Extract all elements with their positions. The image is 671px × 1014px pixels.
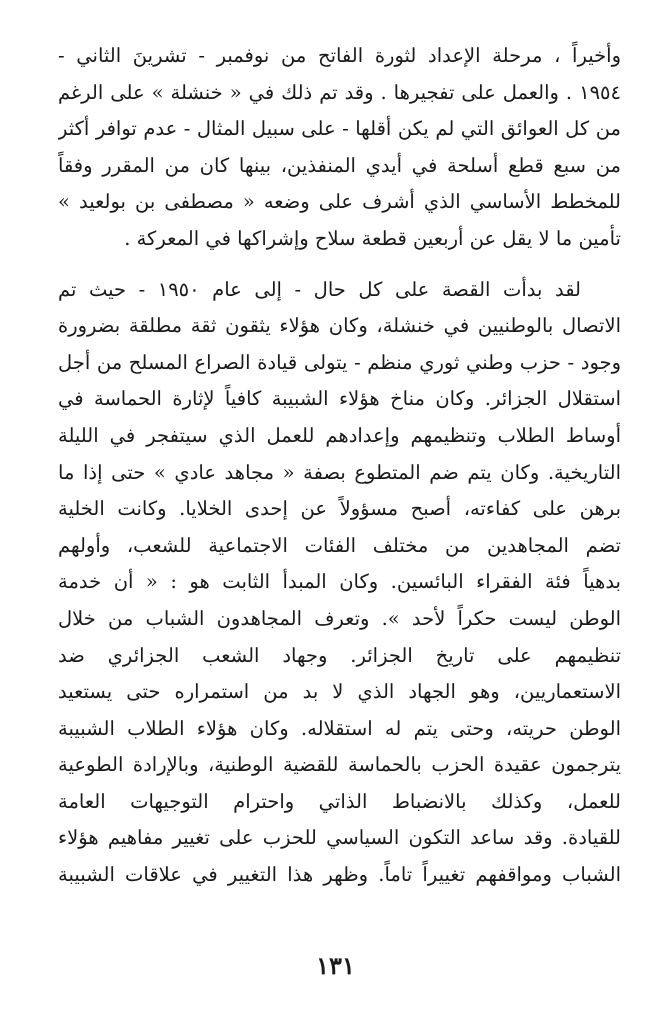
text-line: الوطن حريته، وحتى يتم له استقلاله. وكان هؤلاء الطلاب الشبيبة (58, 716, 621, 740)
text-line: بدهياً فئة الفقراء البائسين. وكان المبدأ الثابت هو : « أن خدمة (58, 570, 621, 594)
page-body (58, 38, 621, 894)
text-line: لقد بدأت القصة على كل حال - إلى عام ١٩٥٠ - حيث تم (58, 277, 581, 301)
text-line: تضم المجاهدين من مختلف الفئات الاجتماعية للشعب، وأولهم (58, 533, 621, 557)
text-line: الوطن ليست حكراً لأحد ». وتعرف المجاهدون الشباب من خلال (58, 606, 621, 630)
text-line: من سبع قطع أسلحة في أيدي المنفذين، بينها كان من المقرر وفقاً (58, 153, 621, 177)
text-line: يترجمون عقيدة الحزب بالحماسة للقضية الوطنية، وبالإرادة الطوعية (58, 753, 621, 777)
text-line: أوساط الطلاب وتنظيمهم وإعدادهم للعمل الذي سيتفجر في الليلة (58, 423, 621, 447)
text-line: للقيادة. وقد ساعد التكون السياسي للحزب على تغيير مفاهيم هؤلاء (58, 826, 621, 850)
text-line: الاستعماريين، وهو الجهاد الذي لا بد من استمراره حتى يستعيد (58, 680, 621, 704)
text-line: للمخطط الأساسي الذي أشرف على وضعه « مصطفى بن بولعيد » (58, 190, 621, 214)
text-line: ١٩٥٤ . والعمل على تفجيرها . وقد تم ذلك في « خنشلة » على الرغم (58, 80, 621, 104)
text-line: تأمين ما لا يقل عن أربعين قطعة سلاح وإشراكها في المعركة . (124, 226, 621, 250)
text-line: من كل العوائق التي لم يكن أقلها - على سبيل المثال - عدم توافر أكثر (58, 117, 621, 141)
text-line: الشباب ومواقفهم تغييراً تاماً. وظهر هذا التغيير في علاقات الشبيبة (58, 863, 621, 887)
paragraph-2 (58, 272, 621, 894)
text-line: الاتصال بالوطنيين في خنشلة، وكان هؤلاء يثقون ثقة مطلقة بضرورة (58, 314, 621, 338)
text-line: وجود - حزب وطني ثوري منظم - يتولى قيادة الصراع المسلح من أجل (58, 350, 621, 374)
text-line: وأخيراً ، مرحلة الإعداد لثورة الفاتح من نوفمبر - تشرينَ الثاني - (58, 44, 621, 67)
page-number: ١٣١ (316, 951, 355, 980)
paragraph-1 (58, 38, 621, 258)
text-line: تنظيمهم على تاريخ الجزائر. وجهاد الشعب الجزائري ضد (58, 643, 621, 667)
text-line: التاريخية. وكان يتم ضم المتطوع بصفة « مجاهد عادي » حتى إذا ما (58, 460, 621, 484)
text-line: للعمل، وكذلك بالانضباط الذاتي واحترام التوجيهات العامة (58, 789, 621, 813)
text-line: استقلال الجزائر. وكان مناخ هؤلاء الشبيبة كافياً لإثارة الحماسة في (58, 387, 621, 411)
paragraph-gap (58, 258, 621, 272)
text-line: برهن على كفاءته، أصبح مسؤولاً عن إحدى الخلايا. وكانت الخلية (58, 497, 621, 521)
